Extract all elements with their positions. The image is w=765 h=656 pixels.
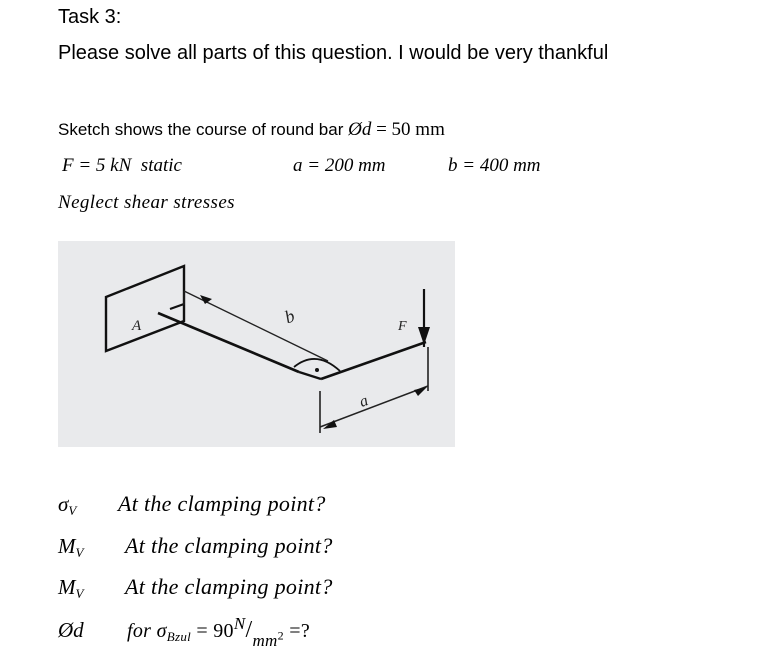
given-diameter-line [58, 119, 445, 141]
diameter-symbol: Ød [348, 119, 372, 140]
q2-sym: M [58, 534, 76, 558]
q4-unit-exp: 2 [277, 628, 284, 643]
q3-sym: M [58, 575, 76, 599]
question-1-symbol [58, 492, 76, 519]
q4-for: for [127, 620, 152, 642]
bar-sketch-figure [58, 241, 455, 447]
bar-segment-a [321, 342, 426, 379]
given-b: b = 400 mm [448, 155, 541, 176]
q4-sigma-sub: Bzul [166, 629, 192, 644]
diameter-value: = 50 mm [376, 119, 445, 140]
bar-corner [299, 372, 321, 379]
question-3-symbol [58, 575, 83, 602]
q4-unit-den [252, 628, 284, 650]
q4-sigma: σ [156, 620, 167, 642]
task-title: Task 3: [58, 6, 122, 28]
q3-sub: V [75, 586, 84, 601]
label-A: A [132, 318, 142, 334]
q1-sym: σ [58, 492, 69, 516]
force-value: F = 5 kN [62, 155, 132, 176]
q4-tail: =? [289, 620, 310, 642]
question-3-text: At the clamping point? [125, 574, 333, 599]
sketch-description: Sketch shows the course of round bar [58, 120, 344, 139]
question-2-symbol [58, 534, 83, 561]
neglect-note: Neglect shear stresses [58, 192, 235, 213]
force-arrowhead [418, 327, 430, 345]
label-b: b [281, 305, 298, 328]
q2-sub: V [75, 545, 84, 560]
q4-unit-slash: / [245, 617, 253, 643]
label-a: a [357, 392, 371, 411]
bar-segment-b-lower [158, 313, 299, 372]
question-1-text: At the clamping point? [118, 491, 326, 516]
bar-segment-b-upper-stub [170, 304, 184, 309]
bar-sketch-svg [58, 241, 455, 447]
question-4-text [127, 614, 310, 651]
given-force [62, 155, 182, 177]
dimension-line-a [320, 386, 428, 427]
q4-eq: = 90 [196, 620, 234, 642]
question-2-text: At the clamping point? [125, 533, 333, 558]
q1-sub: V [68, 503, 77, 518]
right-angle-dot [315, 368, 319, 372]
task-request: Please solve all parts of this question. I would be very thankful [58, 42, 609, 64]
question-4-symbol: Ød [58, 618, 84, 642]
given-a: a = 200 mm [293, 155, 386, 176]
q4-unit-den-text: mm [252, 631, 278, 650]
q4-unit-num: N [233, 614, 246, 633]
load-type: static [140, 155, 182, 176]
label-F: F [398, 319, 407, 334]
